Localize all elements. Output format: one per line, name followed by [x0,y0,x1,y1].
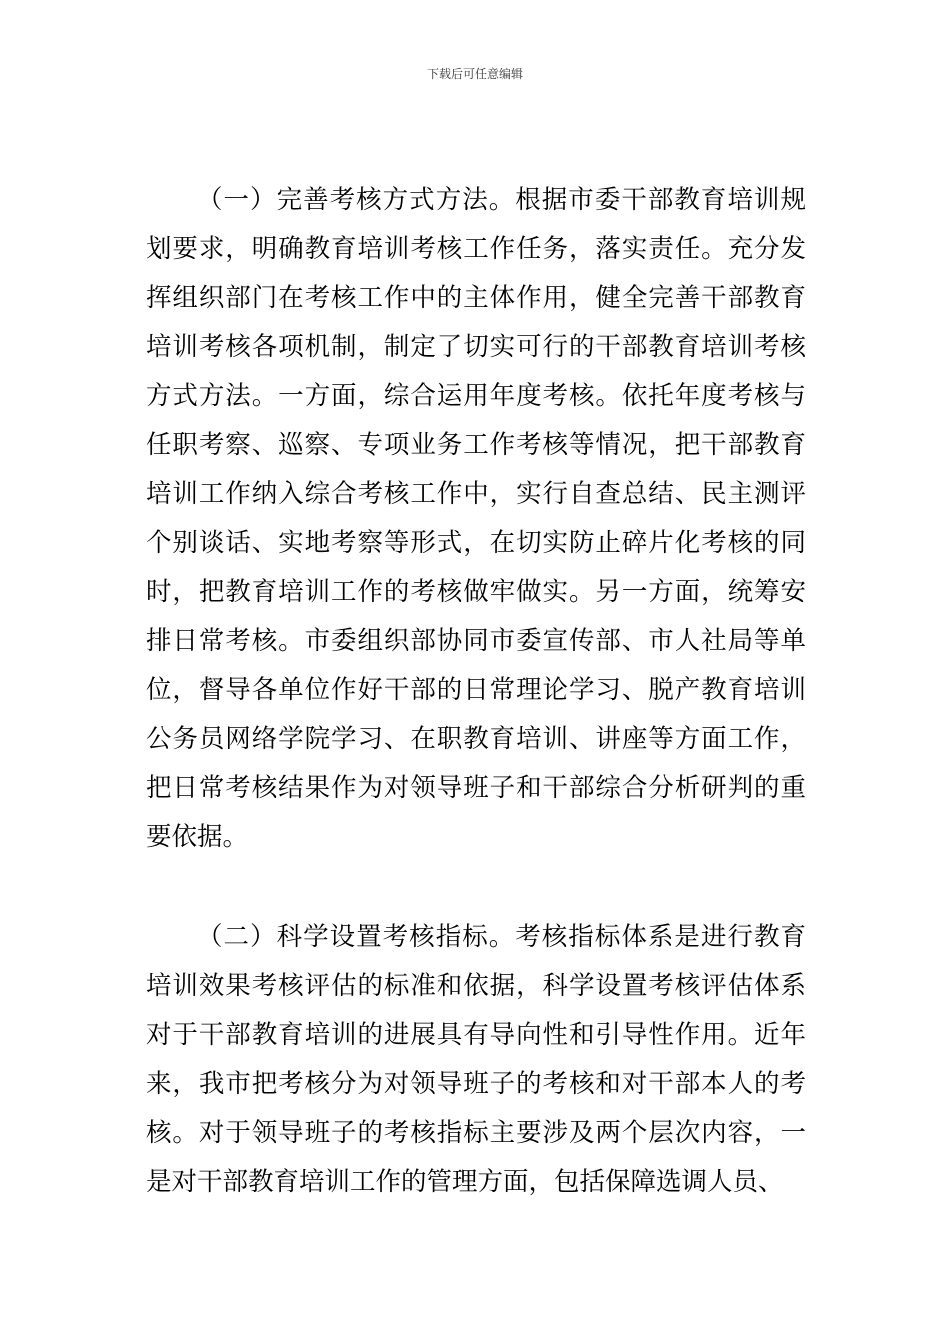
page-header: 下载后可任意编辑 [426,67,523,81]
paragraph-assessment-indicators: （二）科学设置考核指标。考核指标体系是进行教育培训效果考核评估的标准和依据，科学设置考核评估体系对于干部教育培训的进展具有导向性和引导性作用。近年来，我市把考核分为对领导班子的考核和对干部本人的考核。对于领导班子的考核指标主要涉及两个层次内容，一是对干部教育培训工作的管理方面，包括保障选调人员、 [146,922,806,1197]
paragraph-assessment-methods: （一）完善考核方式方法。根据市委干部教育培训规划要求，明确教育培训考核工作任务，落实责任。充分发挥组织部门在考核工作中的主体作用，健全完善干部教育培训考核各项机制，制定了切实可行的干部教育培训考核方式方法。一方面，综合运用年度考核。依托年度考核与任职考察、巡察、专项业务工作考核等情况，把干部教育培训工作纳入综合考核工作中，实行自查总结、民主测评个别谈话、实地考察等形式，在切实防止碎片化考核的同时，把教育培训工作的考核做牢做实。另一方面，统筹安排日常考核。市委组织部协同市委宣传部、市人社局等单位，督导各单位作好干部的日常理论学习、脱产教育培训公务员网络学院学习、在职教育培训、讲座等方面工作，把日常考核结果作为对领导班子和干部综合分析研判的重要依据。 [146,185,806,852]
document-body [146,176,806,1207]
